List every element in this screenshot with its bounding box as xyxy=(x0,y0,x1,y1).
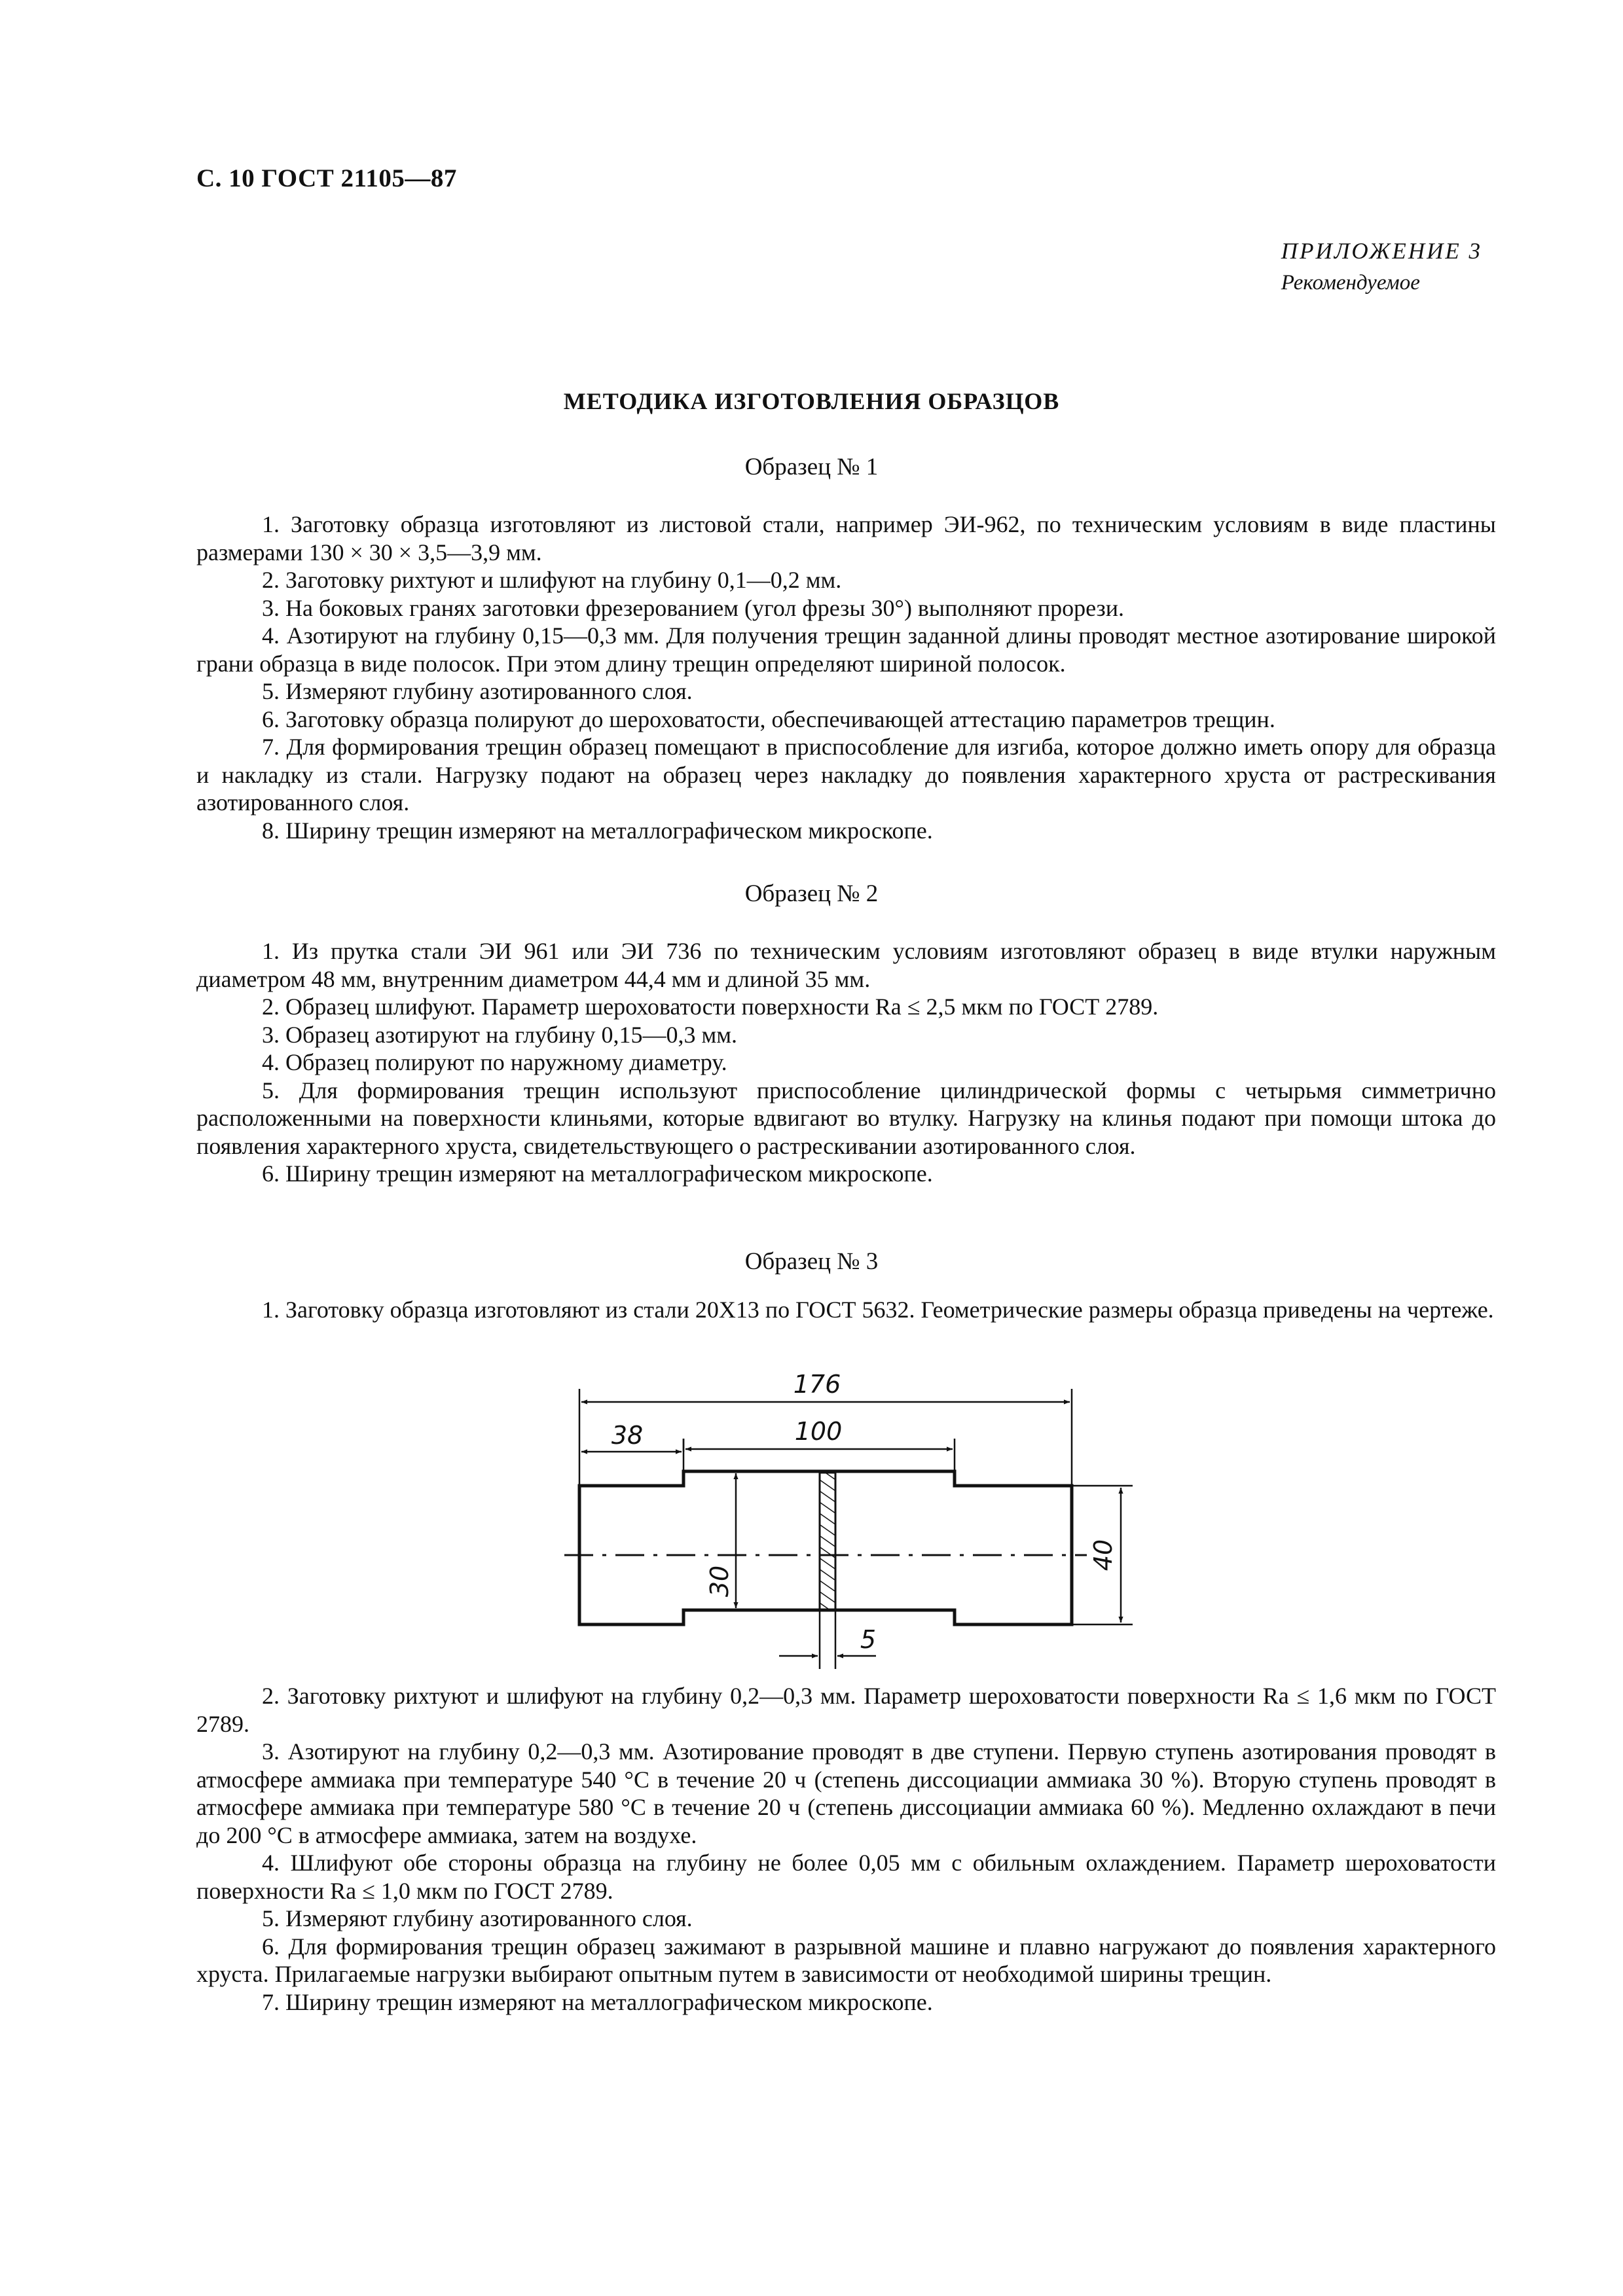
sample-1-step: 5. Измеряют глубину азотированного слоя. xyxy=(262,678,693,704)
sample-1-step: 2. Заготовку рихтуют и шлифуют на глубину 0,1—0,2 мм. xyxy=(262,567,842,593)
sample-1-step: 6. Заготовку образца полируют до шероховатости, обеспечивающей аттестацию параметров трещин. xyxy=(262,706,1275,732)
sample-3-step: 5. Измеряют глубину азотированного слоя. xyxy=(262,1905,693,1931)
sample-2-step: 3. Образец азотируют на глубину 0,15—0,3 мм. xyxy=(262,1021,738,1048)
sample-2-heading: Образец № 2 xyxy=(744,880,879,907)
sample-1-step: 3. На боковых гранях заготовки фрезерованием (угол фрезы 30°) выполняют прорези. xyxy=(262,594,1125,621)
sample-3-heading: Образец № 3 xyxy=(744,1248,879,1275)
dim-end-length: 38 xyxy=(611,1421,644,1450)
dim-neck-width: 30 xyxy=(705,1565,734,1598)
sample-1-step: 4. Азотируют на глубину 0,15—0,3 мм. Для получения трещин заданной длины проводят местное азотирование широкой грани образца в виде полосок. При этом длину трещин определяют шириной полосок. xyxy=(196,622,1496,677)
sample-3-step: 4. Шлифуют обе стороны образца на глубину не более 0,05 мм с обильным охлаждением. Параметр шероховатости поверхности Ra ≤ 1,0 мкм по ГОСТ 2789. xyxy=(196,1850,1496,1904)
sample-2-steps xyxy=(196,937,1496,1188)
sample-1-heading: Образец № 1 xyxy=(744,454,879,480)
sample-3-step: 3. Азотируют на глубину 0,2—0,3 мм. Азотирование проводят в две ступени. Первую ступень азотирования проводят в атмосфере аммиака при температуре 540 °С в течение 20 ч (степень диссоциации аммиака 30 %). Вторую ступень проводят в атмосфере аммиака при температуре 580 °С в течение 20 ч (степень диссоциации аммиака 60 %). Медленно охлаждают в печи до 200 °С в атмосфере аммиака, затем на воздухе. xyxy=(196,1738,1496,1848)
appendix-number: ПРИЛОЖЕНИЕ 3 xyxy=(1281,238,1482,264)
appendix-label xyxy=(1281,236,1482,298)
sample-3-step: 2. Заготовку рихтуют и шлифуют на глубину 0,2—0,3 мм. Параметр шероховатости поверхности Ra ≤ 1,6 мкм по ГОСТ 2789. xyxy=(196,1683,1496,1737)
document-title: МЕТОДИКА ИЗГОТОВЛЕНИЯ ОБРАЗЦОВ xyxy=(563,388,1060,414)
dim-strip: 5 xyxy=(860,1625,877,1654)
appendix-status: Рекомендуемое xyxy=(1281,271,1420,295)
dim-middle-length: 100 xyxy=(794,1417,843,1446)
nitrided-strip xyxy=(820,1473,835,1610)
sample-2-step: 4. Образец полируют по наружному диаметру. xyxy=(262,1049,727,1075)
sample-1-step: 7. Для формирования трещин образец помещают в приспособление для изгиба, которое должно иметь опору для образца и накладку из стали. Нагрузку подают на образец через накладку до появления характерного хруста от растрескивания азотированного слоя. xyxy=(196,734,1496,816)
sample-1-step: 1. Заготовку образца изготовляют из листовой стали, например ЭИ-962, по техническим условиям в виде пластины размерами 130 × 30 × 3,5—3,9 мм. xyxy=(196,511,1496,565)
page-header: С. 10 ГОСТ 21105—87 xyxy=(196,164,457,192)
sample-1-steps xyxy=(196,511,1496,844)
sample-3-steps xyxy=(196,1682,1496,2016)
sample-drawing-svg xyxy=(563,1368,1139,1682)
dim-width: 40 xyxy=(1089,1539,1118,1571)
dim-total-length: 176 xyxy=(793,1370,841,1399)
sample-drawing xyxy=(563,1368,1139,1685)
sample-2-step: 6. Ширину трещин измеряют на металлографическом микроскопе. xyxy=(262,1160,933,1187)
sample-2-step: 1. Из прутка стали ЭИ 961 или ЭИ 736 по техническим условиям изготовляют образец в виде втулки наружным диаметром 48 мм, внутренним диаметром 44,4 мм и длиной 35 мм. xyxy=(196,938,1496,992)
sample-3-intro xyxy=(196,1296,1496,1324)
sample-3-step: 6. Для формирования трещин образец зажимают в разрывной машине и плавно нагружают до появления характерного хруста. Прилагаемые нагрузки выбирают опытным путем в зависимости от необходимой ширины трещин. xyxy=(196,1933,1496,1987)
sample-3-step: 7. Ширину трещин измеряют на металлографическом микроскопе. xyxy=(262,1988,933,2015)
sample-3-step: 1. Заготовку образца изготовляют из стали 20Х13 по ГОСТ 5632. Геометрические размеры образца приведены на чертеже. xyxy=(262,1297,1494,1323)
sample-2-step: 5. Для формирования трещин используют приспособление цилиндрической формы с четырьмя симметрично расположенными на поверхности клиньями, которые вдвигают во втулку. Нагрузку на клинья подают при помощи штока до появления характерного хруста, свидетельствующего о растрескивании азотированного слоя. xyxy=(196,1077,1496,1159)
sample-1-step: 8. Ширину трещин измеряют на металлографическом микроскопе. xyxy=(262,817,933,844)
sample-2-step: 2. Образец шлифуют. Параметр шероховатости поверхности Ra ≤ 2,5 мкм по ГОСТ 2789. xyxy=(262,994,1159,1020)
